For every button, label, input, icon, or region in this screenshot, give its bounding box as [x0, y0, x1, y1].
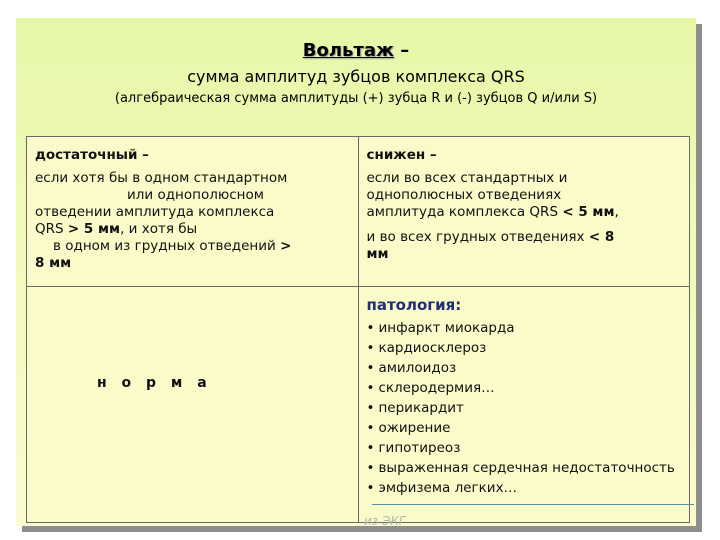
- bullet-icon: •: [366, 340, 375, 356]
- bullet-icon: •: [366, 400, 375, 416]
- list-item: [367, 400, 684, 417]
- bullet-icon: •: [366, 320, 375, 336]
- reduced-line: [367, 229, 684, 246]
- bullet-icon: •: [366, 480, 375, 496]
- slide-subtitle: сумма амплитуд зубцов комплекса QRS: [187, 67, 525, 86]
- reduced-line: если во всех стандартных и: [366, 170, 568, 186]
- bullet-icon: •: [366, 440, 375, 456]
- cell-pathology: [358, 287, 690, 523]
- list-item: [367, 360, 684, 377]
- bullet-icon: •: [366, 460, 375, 476]
- title-dash: –: [393, 40, 410, 61]
- sufficient-line: [35, 221, 352, 238]
- bullet-icon: •: [366, 360, 375, 376]
- threshold-value: < 5 мм: [562, 204, 615, 220]
- sufficient-line: или однополюсном: [127, 187, 264, 203]
- sufficient-line: отведении амплитуда комплекса: [35, 204, 275, 220]
- text-run: и во всех грудных отведениях: [366, 229, 589, 245]
- reduced-heading: снижен –: [366, 147, 437, 163]
- text-run: , и хотя бы: [120, 221, 198, 237]
- table-row: [27, 137, 690, 287]
- cell-reduced: [358, 137, 690, 287]
- threshold-value: >: [280, 238, 292, 254]
- table-row: [27, 287, 690, 523]
- list-item: [367, 440, 684, 457]
- list-item-label: перикардит: [378, 400, 464, 416]
- sufficient-line: если хотя бы в одном стандартном: [35, 170, 288, 186]
- list-item: [367, 420, 684, 437]
- reduced-line: [367, 204, 684, 221]
- list-item: [367, 320, 684, 337]
- list-item: [367, 380, 684, 397]
- slide-note: (алгебраическая сумма амплитуды (+) зубца R и (-) зубцов Q и/или S): [114, 91, 598, 106]
- threshold-value: > 5 мм: [67, 221, 121, 237]
- sufficient-heading: достаточный –: [35, 147, 149, 163]
- list-item-label: ожирение: [378, 420, 451, 436]
- footer-text: из ЭКГ: [364, 514, 406, 528]
- text-run: QRS: [35, 221, 68, 237]
- pathology-heading: патология:: [366, 296, 462, 314]
- threshold-value: мм: [366, 246, 389, 262]
- voltage-table: [26, 136, 690, 523]
- list-item-label: выраженная сердечная недостаточность: [378, 460, 675, 476]
- title-word: Вольтаж: [302, 40, 394, 61]
- list-item-label: кардиосклероз: [378, 340, 487, 356]
- text-run: в одном из грудных отведений: [53, 238, 281, 254]
- threshold-value: < 8: [588, 229, 615, 245]
- list-item: [367, 480, 684, 497]
- list-item-label: амилоидоз: [378, 360, 457, 376]
- cell-sufficient: [27, 137, 359, 287]
- norm-label: н о р м а: [97, 375, 212, 391]
- bullet-icon: •: [366, 380, 375, 396]
- slide-title: [16, 40, 696, 62]
- bullet-icon: •: [366, 420, 375, 436]
- sufficient-line: [35, 255, 352, 272]
- cell-norm: [27, 287, 359, 523]
- list-item-label: гипотиреоз: [378, 440, 461, 456]
- pathology-list: [367, 320, 684, 497]
- list-item-label: склеродермия…: [378, 380, 495, 396]
- threshold-value: 8 мм: [35, 255, 72, 271]
- reduced-line: однополюсных отведениях: [366, 187, 562, 203]
- sufficient-line: [35, 238, 352, 255]
- reduced-line: [367, 246, 684, 263]
- list-item-label: эмфизема легких…: [378, 480, 518, 496]
- slide: [16, 18, 696, 526]
- list-item: [367, 460, 684, 477]
- list-item: [367, 340, 684, 357]
- text-run: амплитуда комплекса QRS: [366, 204, 563, 220]
- text-run: ,: [614, 204, 619, 220]
- list-item-label: инфаркт миокарда: [378, 320, 515, 336]
- slide-header: [16, 40, 696, 108]
- footer-divider: [372, 504, 694, 505]
